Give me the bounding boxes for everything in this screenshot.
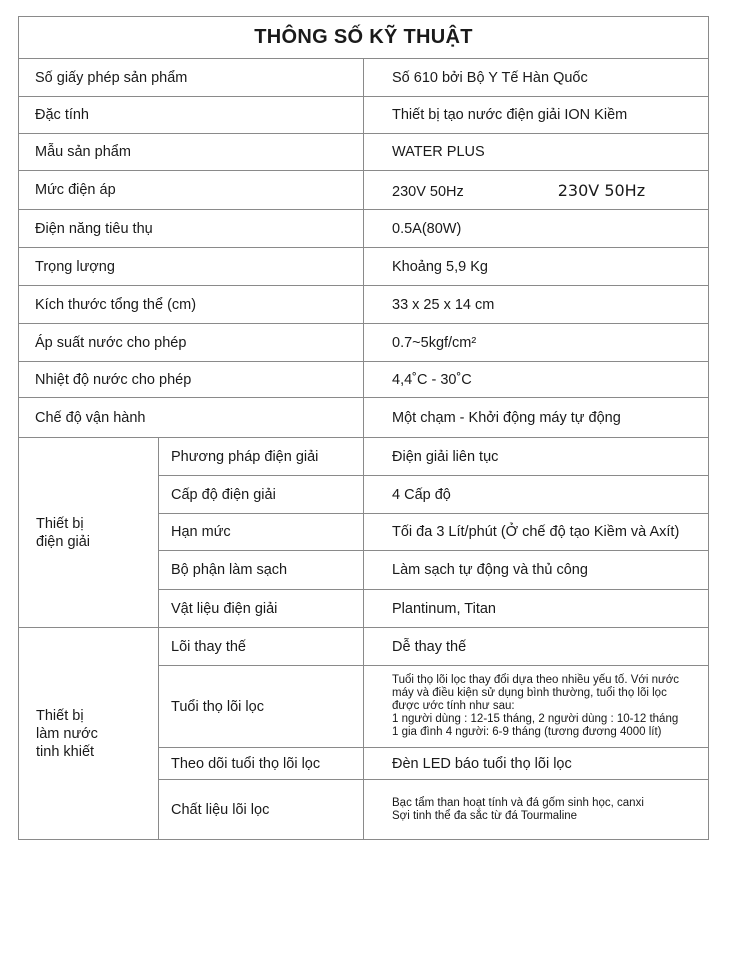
- table-row: [19, 324, 709, 362]
- row-label: Kích thước tổng thể (cm): [19, 286, 364, 324]
- row-value: 4 Cấp độ: [364, 476, 709, 514]
- voltage-extra-value: 230V 50Hz: [557, 180, 646, 200]
- table-row: [19, 286, 709, 324]
- row-value: Làm sạch tự động và thủ công: [364, 551, 709, 590]
- row-value: Một chạm - Khởi động máy tự động: [364, 398, 709, 438]
- table-row: [19, 398, 709, 438]
- row-value: Plantinum, Titan: [364, 590, 709, 628]
- table-row: [19, 134, 709, 171]
- group-name: Thiết bị điện giải: [19, 438, 159, 628]
- table-row: [19, 59, 709, 97]
- row-value: 33 x 25 x 14 cm: [364, 286, 709, 324]
- row-value: Tuổi thọ lõi lọc thay đổi dựa theo nhiều yếu tố. Với nước máy và điều kiện sử dụng bình thường, tuổi thọ lõi lọc được ước tính như sau: 1 người dùng : 12-15 tháng, 2 người dùng : 10-12 tháng 1 gia đình 4 người: 6-9 tháng (tương đương 4000 lít): [364, 666, 709, 748]
- row-value: 4,4˚C - 30˚C: [364, 362, 709, 398]
- row-value: WATER PLUS: [364, 134, 709, 171]
- row-label: Bộ phận làm sạch: [159, 551, 364, 590]
- row-label: Chất liệu lõi lọc: [159, 780, 364, 840]
- row-label: Số giấy phép sản phẩm: [19, 59, 364, 97]
- row-label: Mẫu sản phẩm: [19, 134, 364, 171]
- row-value: Dễ thay thế: [364, 628, 709, 666]
- table-row: [19, 438, 709, 476]
- row-label: Điện năng tiêu thụ: [19, 210, 364, 248]
- voltage-value: 230V 50Hz: [392, 183, 464, 200]
- row-label: Mức điện áp: [19, 171, 364, 210]
- row-value: [364, 171, 709, 210]
- spec-table: [18, 16, 709, 840]
- row-value: 0.5A(80W): [364, 210, 709, 248]
- table-row: [19, 171, 709, 210]
- group-name: Thiết bị làm nước tinh khiết: [19, 628, 159, 840]
- table-row: [19, 248, 709, 286]
- row-label: Áp suất nước cho phép: [19, 324, 364, 362]
- row-label: Vật liệu điện giải: [159, 590, 364, 628]
- row-value: Điện giải liên tục: [364, 438, 709, 476]
- row-value: 0.7~5kgf/cm²: [364, 324, 709, 362]
- row-value: Đèn LED báo tuổi thọ lõi lọc: [364, 748, 709, 780]
- row-label: Nhiệt độ nước cho phép: [19, 362, 364, 398]
- table-row: [19, 97, 709, 134]
- row-label: Hạn mức: [159, 514, 364, 551]
- row-value: Bạc tẩm than hoạt tính và đá gốm sinh học, canxi Sợi tinh thể đa sắc từ đá Tourmaline: [364, 780, 709, 840]
- row-label: Chế độ vận hành: [19, 398, 364, 438]
- row-value: Tối đa 3 Lít/phút (Ở chế độ tạo Kiềm và Axít): [364, 514, 709, 551]
- row-label: Tuổi thọ lõi lọc: [159, 666, 364, 748]
- table-row: [19, 210, 709, 248]
- table-title: THÔNG SỐ KỸ THUẬT: [19, 17, 709, 59]
- row-value: Thiết bị tạo nước điện giải ION Kiềm: [364, 97, 709, 134]
- row-label: Cấp độ điện giải: [159, 476, 364, 514]
- row-value: Số 610 bởi Bộ Y Tế Hàn Quốc: [364, 59, 709, 97]
- row-label: Phương pháp điện giải: [159, 438, 364, 476]
- table-row: [19, 628, 709, 666]
- row-label: Trọng lượng: [19, 248, 364, 286]
- table-row: [19, 362, 709, 398]
- row-label: Lõi thay thế: [159, 628, 364, 666]
- row-value: Khoảng 5,9 Kg: [364, 248, 709, 286]
- row-label: Theo dõi tuổi thọ lõi lọc: [159, 748, 364, 780]
- row-label: Đặc tính: [19, 97, 364, 134]
